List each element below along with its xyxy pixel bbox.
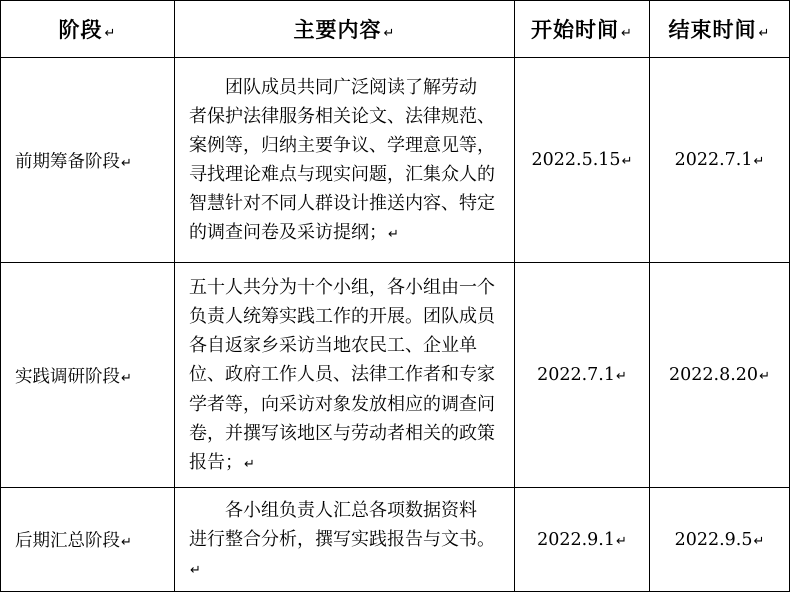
cell-start-time <box>515 263 650 488</box>
cell-end-time <box>650 263 790 488</box>
start-time-value: 2022.9.1 <box>537 529 616 550</box>
paragraph-mark-icon: ↵ <box>121 155 132 171</box>
content-line-text: 报告； <box>189 451 243 473</box>
cell-end-time <box>650 488 790 592</box>
start-time-value: 2022.7.1 <box>537 365 616 385</box>
content-line: 智慧针对不同人群设计推送内容、特定 <box>189 193 495 215</box>
content-line: 负责人统筹实践工作的开展。团队成员 <box>189 306 495 328</box>
header-label-end-time: 结束时间 <box>668 17 757 42</box>
content-line-text: 进行整合分析，撰写实践报告与文书。 <box>189 529 495 551</box>
header-label-content: 主要内容 <box>293 17 382 42</box>
table-row <box>1 263 790 488</box>
content-line: 团队成员共同广泛阅读了解劳动 <box>225 76 477 98</box>
table-row <box>1 58 790 263</box>
paragraph-mark-icon: ↵ <box>621 26 633 41</box>
cell-start-time <box>515 58 650 263</box>
header-label-start-time: 开始时间 <box>531 17 620 42</box>
paragraph-mark-icon: ↵ <box>190 563 201 579</box>
paragraph-mark-icon: ↵ <box>616 369 627 384</box>
paragraph-mark-icon: ↵ <box>121 370 132 386</box>
cell-stage <box>1 58 175 263</box>
paragraph-mark-icon: ↵ <box>104 26 117 41</box>
stage-label: 前期筹备阶段 <box>15 151 120 172</box>
cell-stage <box>1 263 175 488</box>
cell-stage <box>1 488 175 592</box>
paragraph-mark-icon: ↵ <box>383 26 396 41</box>
paragraph-mark-icon: ↵ <box>244 456 255 472</box>
cell-end-time <box>650 58 790 263</box>
cell-start-time <box>515 488 650 592</box>
content-line-last <box>189 525 502 583</box>
end-time-value: 2022.8.20 <box>669 365 759 385</box>
paragraph-mark-icon: ↵ <box>621 154 633 169</box>
content-line-text: 的调查问卷及采访提纲； <box>189 222 387 244</box>
end-time-value: 2022.9.5 <box>674 529 753 550</box>
end-time-value: 2022.7.1 <box>674 150 753 170</box>
content-line: 案例等，归纳主要争议、学理意见等， <box>189 134 495 156</box>
content-line: 各自返家乡采访当地农民工、企业单 <box>189 335 477 357</box>
cell-content <box>175 488 515 592</box>
content-line-last <box>189 218 502 247</box>
start-time-value: 2022.5.15 <box>531 150 621 170</box>
stage-label: 后期汇总阶段 <box>15 531 120 552</box>
stage-label: 实践调研阶段 <box>15 366 120 387</box>
paragraph-mark-icon: ↵ <box>121 535 132 551</box>
table-row <box>1 488 790 592</box>
content-line: 卷，并撰写该地区与劳动者相关的政策 <box>189 422 495 444</box>
cell-content <box>175 263 515 488</box>
header-cell-end-time <box>650 1 790 58</box>
content-line-last <box>189 448 502 477</box>
content-line: 各小组负责人汇总各项数据资料 <box>225 500 477 521</box>
paragraph-mark-icon: ↵ <box>758 26 771 41</box>
header-cell-start-time <box>515 1 650 58</box>
paragraph-mark-icon: ↵ <box>388 227 399 243</box>
table-header-row <box>1 1 790 58</box>
paragraph-mark-icon: ↵ <box>753 533 765 549</box>
paragraph-mark-icon: ↵ <box>759 369 770 384</box>
paragraph-mark-icon: ↵ <box>616 533 627 549</box>
paragraph-mark-icon: ↵ <box>753 154 765 169</box>
content-line: 学者等，向采访对象发放相应的调查问 <box>189 393 495 415</box>
header-label-stage: 阶段 <box>58 17 103 42</box>
content-line: 五十人共分为十个小组，各小组由一个 <box>189 276 495 298</box>
header-cell-content <box>175 1 515 58</box>
content-line: 寻找理论难点与现实问题，汇集众人的 <box>189 164 495 185</box>
cell-content <box>175 58 515 263</box>
content-line: 位、政府工作人员、法律工作者和专家 <box>189 364 495 386</box>
header-cell-stage <box>1 1 175 58</box>
content-line: 者保护法律服务相关论文、法律规范、 <box>189 105 495 127</box>
